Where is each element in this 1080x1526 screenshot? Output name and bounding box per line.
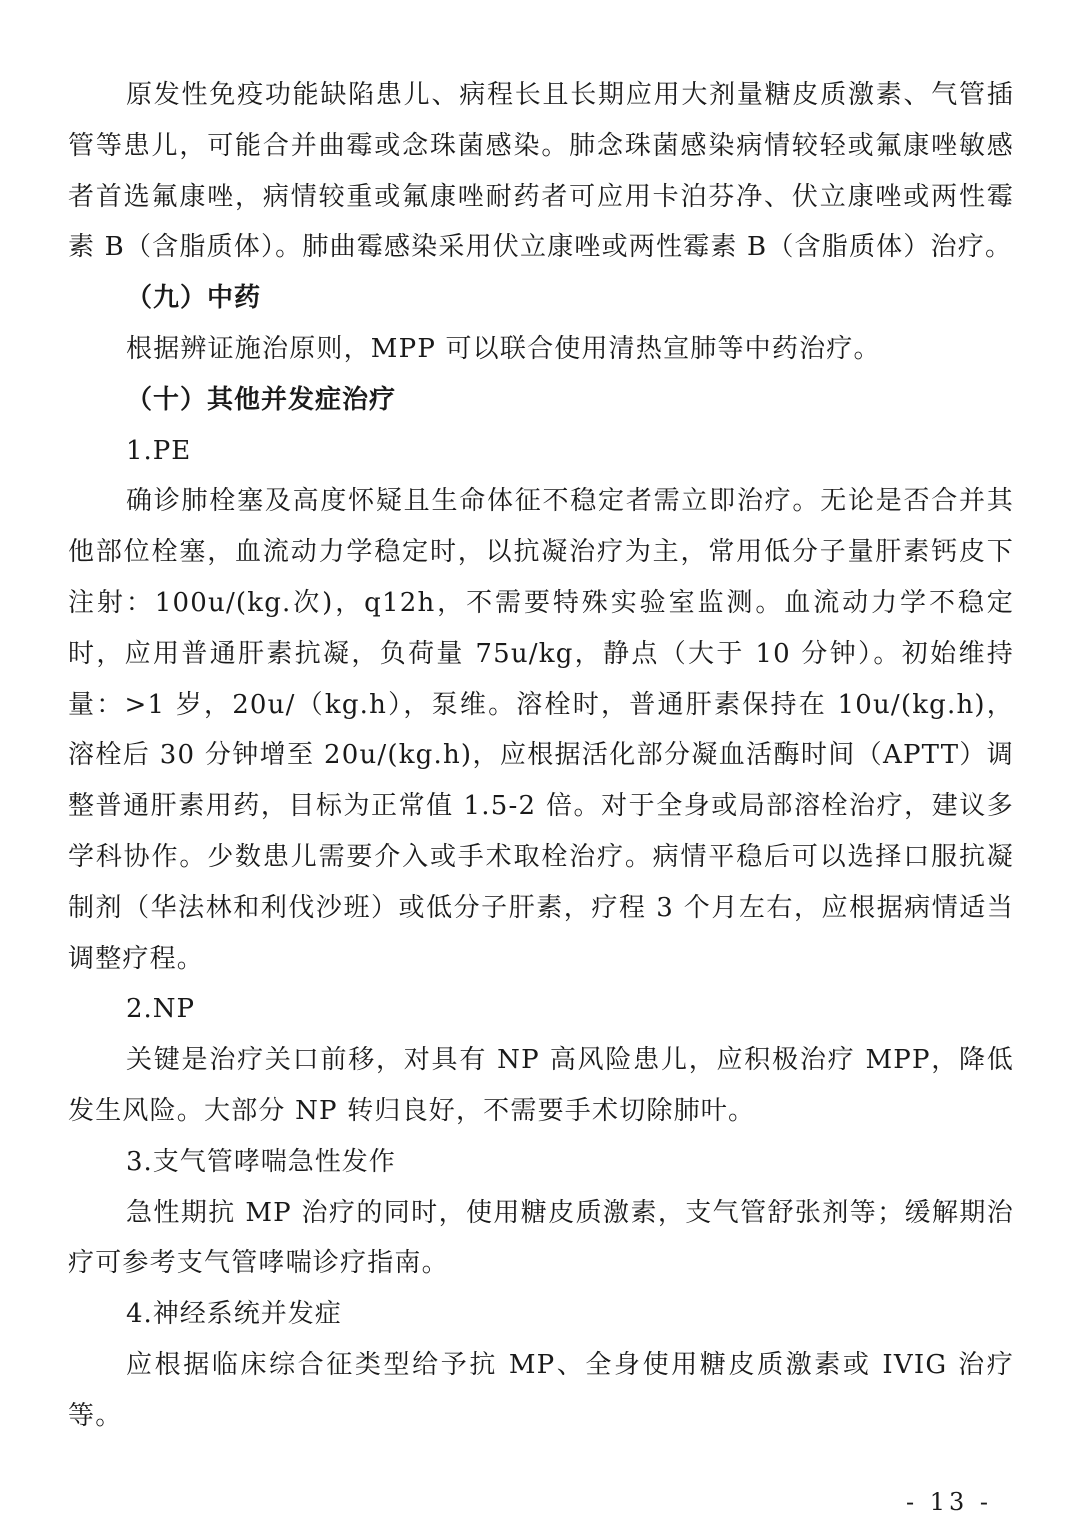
paragraph-fungal-infection: 原发性免疫功能缺陷患儿、病程长且长期应用大剂量糖皮质激素、气管插管等患儿，可能合并曲霉或念珠菌感染。肺念珠菌感染病情较轻或氟康唑敏感者首选氟康唑，病情较重或氟康唑耐药者可应用卡泊芬净、伏立康唑或两性霉素 B（含脂质体）。肺曲霉感染采用伏立康唑或两性霉素 B（含脂质体）治疗。 [68, 80, 1014, 263]
section-heading-chinese-medicine: （九）中药 [126, 283, 262, 314]
section-heading-other-complications: （十）其他并发症治疗 [126, 384, 397, 415]
document-body [68, 70, 1014, 1442]
subheading-asthma: 3.支气管哮喘急性发作 [126, 1146, 396, 1177]
page-number: - 13 - [905, 1488, 992, 1516]
subheading-neurological: 4.神经系统并发症 [126, 1299, 342, 1330]
paragraph-asthma-treatment: 急性期抗 MP 治疗的同时，使用糖皮质激素，支气管舒张剂等；缓解期治疗可参考支气管哮喘诊疗指南。 [68, 1197, 1014, 1279]
paragraph-chinese-medicine: 根据辨证施治原则，MPP 可以联合使用清热宣肺等中药治疗。 [126, 333, 881, 364]
subheading-np: 2.NP [126, 994, 196, 1025]
paragraph-pe-treatment: 确诊肺栓塞及高度怀疑且生命体征不稳定者需立即治疗。无论是否合并其他部位栓塞，血流动力学稳定时，以抗凝治疗为主，常用低分子量肝素钙皮下注射：100u/(kg.次)，q12h，不需要特殊实验室监测。血流动力学不稳定时，应用普通肝素抗凝，负荷量 75u/kg，静点（大于 10 分钟）。初始维持量：>1 岁，20u/（kg.h），泵维。溶栓时，普通肝素保持在 10u/(kg.h)，溶栓后 30 分钟增至 20u/(kg.h)，应根据活化部分凝血活酶时间（APTT）调整普通肝素用药，目标为正常值 1.5-2 倍。对于全身或局部溶栓治疗，建议多学科协作。少数患儿需要介入或手术取栓治疗。病情平稳后可以选择口服抗凝制剂（华法林和利伐沙班）或低分子肝素，疗程 3 个月左右，应根据病情适当调整疗程。 [68, 486, 1014, 974]
paragraph-neurological-treatment: 应根据临床综合征类型给予抗 MP、全身使用糖皮质激素或 IVIG 治疗等。 [68, 1349, 1014, 1431]
paragraph-np-treatment: 关键是治疗关口前移，对具有 NP 高风险患儿，应积极治疗 MPP，降低发生风险。大部分 NP 转归良好，不需要手术切除肺叶。 [68, 1045, 1014, 1126]
subheading-pe: 1.PE [126, 435, 192, 466]
